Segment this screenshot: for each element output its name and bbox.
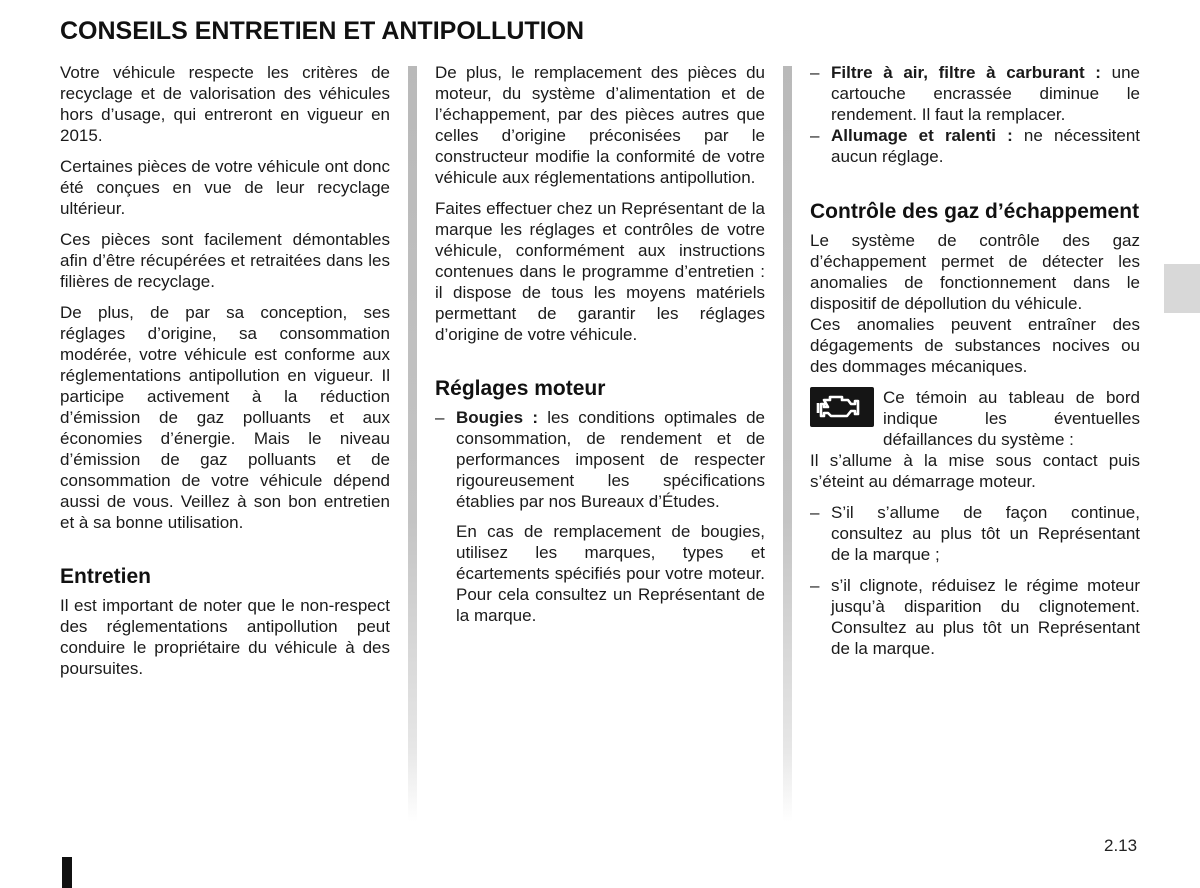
column-divider-right (783, 66, 792, 822)
paragraph-controle-system: Le système de contrôle des gaz d’échappement permet de détecter les anomalies de fonctionnement dans le dispositif de dépollution du véhicule. (810, 231, 1140, 313)
text-bougies-replacement: En cas de remplacement de bougies, utilisez les marques, types et écartements spécifiés pour votre moteur. Pour cela consultez un Représentant de la marque. (456, 522, 765, 625)
dash-bullet: – (810, 503, 820, 522)
dash-bullet: – (810, 126, 820, 145)
paragraph-replacement-parts: De plus, le remplacement des pièces du moteur, du système d’alimentation et de l’échappement, par des pièces autres que celles d’origine préconisées par le constructeur modifie la conformité de votre véhicule aux réglementations antipollution. (435, 63, 765, 187)
page-number: 2.13 (1104, 836, 1138, 855)
warning-light-description (810, 387, 1140, 450)
paragraph-ignition: Il s’allume à la mise sous contact puis s’éteint au démarrage moteur. (810, 451, 1140, 491)
column-left (60, 62, 390, 689)
list-item-continuous (810, 502, 1140, 565)
text-continuous: S’il s’allume de façon continue, consultez au plus tôt un Représentant de la marque ; (831, 503, 1140, 564)
paragraph-parts-designed: Certaines pièces de votre véhicule ont donc été conçues en vue de leur recyclage ultérieur. (60, 157, 390, 218)
heading-entretien: Entretien (60, 565, 152, 588)
column-middle (435, 62, 765, 636)
dash-bullet: – (810, 576, 820, 595)
corner-mark (62, 857, 72, 888)
text-bougies: les conditions optimales de consommation, de rendement et de performances imposent de respecter rigoureusement les spécifications établies par nos Bureaux d’Études. (456, 408, 766, 511)
paragraph-legal: Il est important de noter que le non-respect des réglementations antipollution peut conduire le propriétaire du véhicule à des poursuites. (60, 596, 390, 678)
dash-bullet: – (810, 63, 820, 82)
label-allumage: Allumage et ralenti : (831, 126, 1013, 145)
list-item-blinking (810, 575, 1140, 659)
column-right (810, 62, 1140, 669)
text-blinking: s’il clignote, réduisez le régime moteur jusqu’à disparition du clignotement. Consultez au plus tôt un Représentant de la marque. (831, 576, 1140, 658)
heading-controle-gaz: Contrôle des gaz d’échappement (810, 200, 1140, 223)
list-item-allumage (810, 125, 1140, 167)
paragraph-dismantling: Ces pièces sont facilement démontables afin d’être récupérées et retraitées dans les filières de recyclage. (60, 230, 390, 291)
heading-reglages-moteur: Réglages moteur (435, 377, 606, 400)
column-divider-left (408, 66, 417, 822)
text-warning-light: Ce témoin au tableau de bord indique les éventuelles défaillances du système : (883, 388, 1140, 449)
paragraph-recycling: Votre véhicule respecte les critères de recyclage et de valorisation des véhicules hors d’usage, qui entreront en vigueur en 2015. (60, 63, 390, 145)
chapter-tab (1164, 264, 1200, 313)
dash-bullet: – (435, 408, 445, 427)
engine-check-icon (810, 387, 874, 427)
label-filtre: Filtre à air, filtre à carburant : (831, 63, 1101, 82)
list-item-bougies (435, 407, 765, 626)
paragraph-conformity: De plus, de par sa conception, ses réglages d’origine, sa consommation modérée, votre véhicule est conforme aux réglementations antipollution en vigueur. Il participe activement à la réduction d’émission de gaz polluants et aux économies d’énergie. Mais le niveau d’émission de gaz polluants et de consommation de votre véhicule dépend aussi de vous. Veillez à son bon entretien et à sa bonne utilisation. (60, 303, 390, 532)
page-title: CONSEILS ENTRETIEN ET ANTIPOLLUTION (60, 17, 585, 45)
label-bougies: Bougies : (456, 408, 538, 427)
text-allumage: ne nécessitent aucun réglage. (831, 126, 1140, 166)
paragraph-anomalies: Ces anomalies peuvent entraîner des dégagements de substances nocives ou des dommages mécaniques. (810, 315, 1140, 376)
text-filtre: une cartouche encrassée diminue le rendement. Il faut la remplacer. (831, 63, 1140, 124)
list-item-filtre (810, 62, 1140, 125)
paragraph-representative: Faites effectuer chez un Représentant de la marque les réglages et contrôles de votre véhicule, conformément aux instructions contenues dans le programme d’entretien : il dispose de tous les moyens matériels permettant de garantir les réglages d’origine de votre véhicule. (435, 199, 765, 344)
